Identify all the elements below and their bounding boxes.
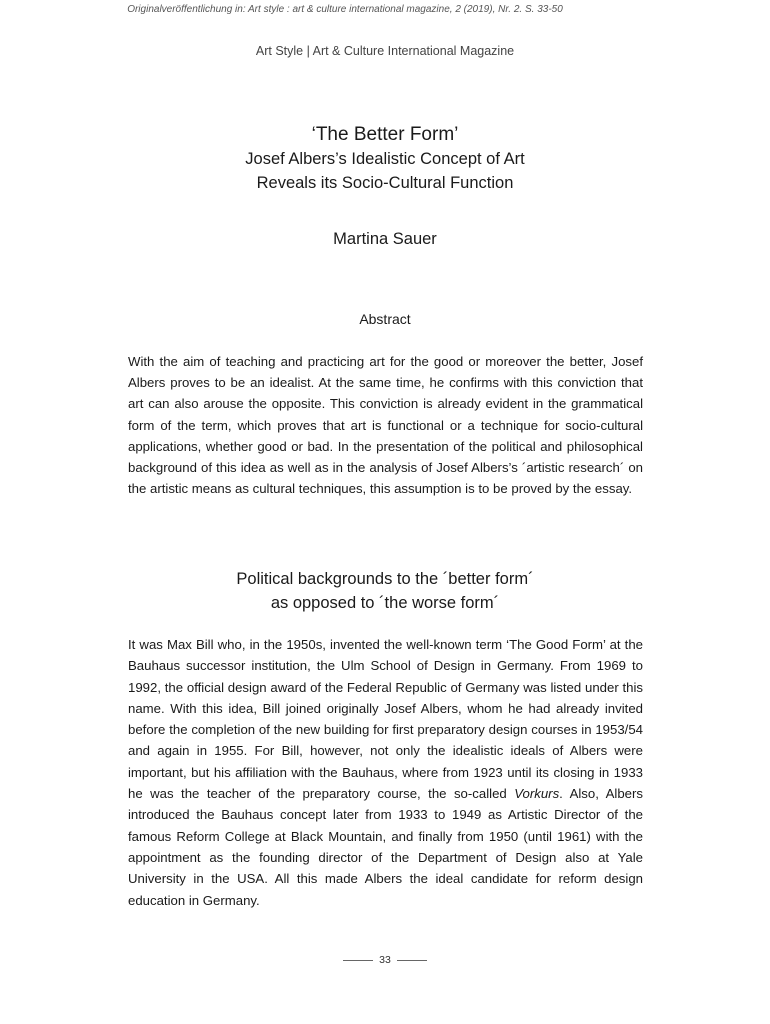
- abstract-paragraph: With the aim of teaching and practicing art for the good or moreover the better, Josef Albers proves to be an idealist. At the same time, he confirms with this conviction that art can also arouse the opposite. This conviction is already evident in the grammatical form of the term, which proves that art is functional or a technique for socio-cultural applications, whether good or bad. In the presentation of the political and philosophical background of this idea as well as in the analysis of Josef Albers’s ´artistic research´ on the artistic means as cultural techniques, this assumption is to be proved by the essay.: [128, 354, 643, 497]
- article-title: ‘The Better Form’: [311, 124, 459, 145]
- citation-line: Originalveröffentlichung in: Art style : art & culture international magazine, 2 (2019), Nr. 2. S. 33-50: [127, 4, 563, 15]
- section-heading-line-2: as opposed to ´the worse form´: [270, 594, 500, 612]
- section-heading-line-1: Political backgrounds to the ´better form´: [236, 570, 534, 588]
- footer-rule-left: [343, 960, 373, 961]
- running-head: Art Style | Art & Culture International Magazine: [255, 44, 515, 58]
- subtitle-line-2: Reveals its Socio-Cultural Function: [256, 174, 514, 192]
- body-paragraph: [128, 634, 643, 911]
- author-name: Martina Sauer: [333, 230, 437, 248]
- abstract-heading: Abstract: [359, 311, 411, 327]
- body-text-part-2: . Also, Albers introduced the Bauhaus concept later from 1933 to 1949 as Artistic Director of the famous Reform College at Black Mountain, and finally from 1950 (until 1961) with the appointment as the founding director of the Department of Design also at Yale University in the USA. All this made Albers the ideal candidate for reform design education in Germany.: [128, 786, 644, 908]
- title-block: [0, 122, 770, 195]
- page-footer: [0, 954, 770, 966]
- section-heading: [0, 567, 770, 615]
- body-italic-term: Vorkurs: [514, 786, 560, 802]
- footer-rule-right: [397, 960, 427, 961]
- body-text-part-1: It was Max Bill who, in the 1950s, invented the well-known term ‘The Good Form’ at the Bauhaus successor institution, the Ulm School of Design in Germany. From 1969 to 1992, the official design award of the Federal Republic of Germany was listed under this name. With this idea, Bill joined originally Josef Albers, whom he had already invited before the completion of the new building for first preparatory design courses in 1953/54 and again in 1955. For Bill, however, not only the idealistic ideals of Albers were important, but his affiliation with the Bauhaus, where from 1923 until its closing in 1933 he was the teacher of the preparatory course, the so-called: [128, 637, 643, 802]
- page-number: 33: [379, 954, 391, 966]
- subtitle-line-1: Josef Albers’s Idealistic Concept of Art: [245, 150, 525, 168]
